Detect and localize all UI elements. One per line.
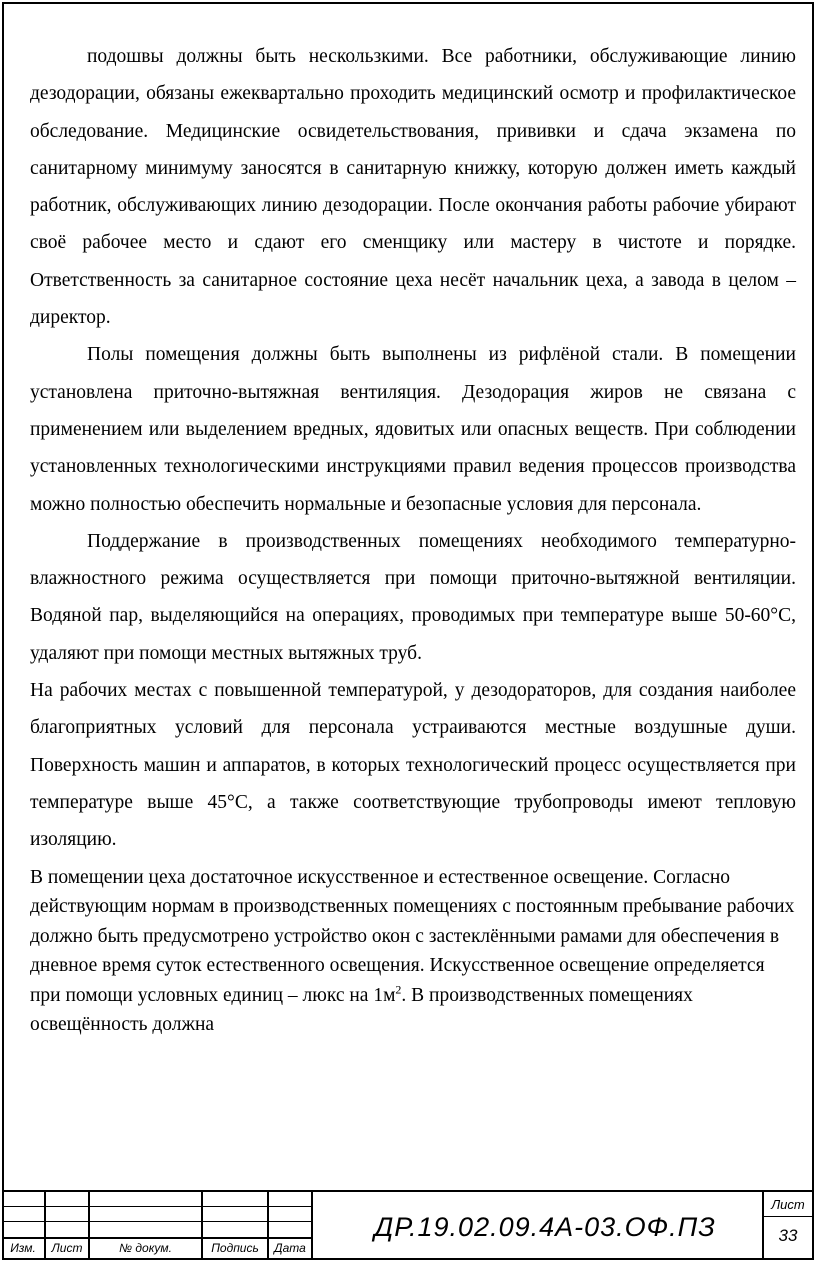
list-label: Лист (51, 1241, 83, 1255)
stamp-line (311, 1192, 313, 1260)
paragraph-5 (30, 863, 796, 1040)
podpis-label: Подпись (211, 1241, 259, 1255)
document-body (30, 38, 796, 1040)
paragraph-3: Поддержание в производственных помещениях необходимого температурно-влажностного режима осуществляется при помощи приточно-вытяжной вентиляции. Водяной пар, выделяющийся на операциях, проводимых при температуре выше 50-60°С, удаляют при помощи местных вытяжных труб. (30, 530, 796, 664)
stamp-line (2, 1221, 313, 1222)
paragraph-4: На рабочих местах с повышенной температурой, у дезодораторов, для создания наиболее благоприятных условий для персонала устраиваются местные воздушные души. Поверхность машин и аппаратов, в которых технологический процесс осуществляется при температуре выше 45°С, а также соответствующие трубопроводы имеют тепловую изоляцию. (30, 680, 796, 851)
dokum-label: № докум. (119, 1241, 172, 1255)
data-label: Дата (274, 1241, 306, 1255)
izm-label: Изм. (10, 1241, 36, 1255)
paragraph-5-text: В помещении цеха достаточное искусственное и естественное освещение. Согласно действующим нормам в производственных помещениях с постоянным пребывание рабочих должно быть предусмотрено устройство окон с застеклёнными рамами для обеспечения в дневное время суток естественного освещения. Искусственное освещение определяется при помощи условных единиц – люкс на 1м (30, 866, 795, 1006)
stamp-line (2, 1206, 313, 1207)
stamp-line (762, 1216, 814, 1217)
paragraph-1: подошвы должны быть нескользкими. Все работники, обслуживающие линию дезодорации, обязаны ежеквартально проходить медицинский осмотр и профилактическое обследование. Медицинские освидетельствования, прививки и сдача экзамена по санитарному минимуму заносятся в санитарную книжку, которую должен иметь каждый работник, обслуживающих линию дезодорации. После окончания работы рабочие убирают своё рабочее место и сдают его сменщику или мастеру в чистоте и порядке. Ответственность за санитарное состояние цеха несёт начальник цеха, а завода в целом – директор. (30, 46, 796, 329)
document-id: ДР.19.02.09.4А-03.ОФ.ПЗ (374, 1212, 716, 1242)
paragraph-2: Полы помещения должны быть выполнены из рифлёной стали. В помещении установлена приточно-вытяжная вентиляция. Дезодорация жиров не связана с применением или выделением вредных, ядовитых или опасных веществ. При соблюдении установленных технологическими инструкциями правил ведения процессов производства можно полностью обеспечить нормальные и безопасные условия для персонала. (30, 344, 796, 515)
sheet-number: 33 (778, 1226, 798, 1245)
paragraph-5-tail: . В производственных помещениях освещённость должна (30, 984, 693, 1036)
superscript: 2 (395, 982, 402, 997)
sheet-label: Лист (771, 1197, 805, 1212)
